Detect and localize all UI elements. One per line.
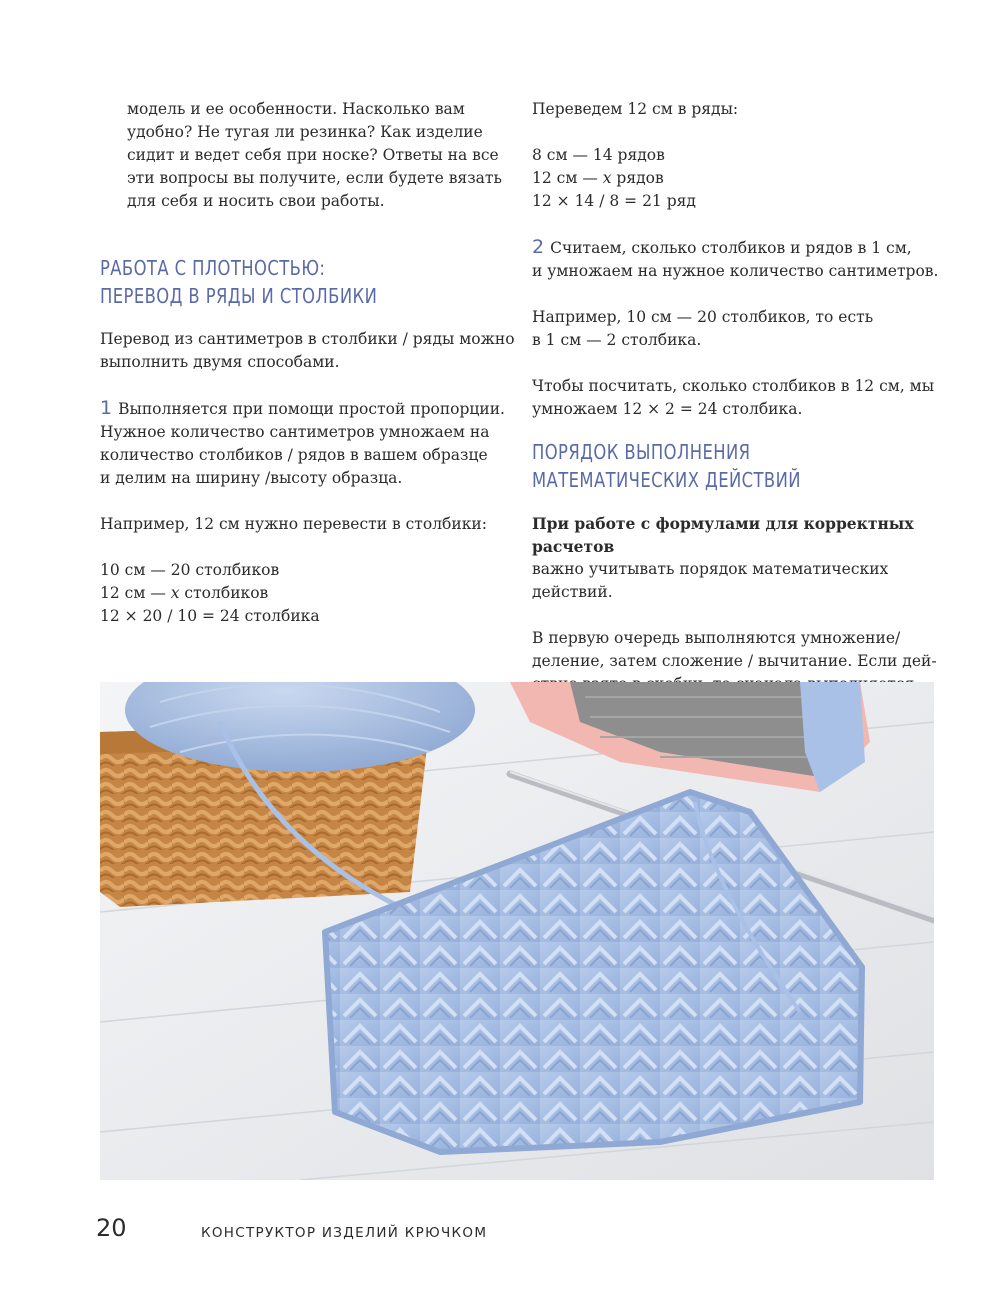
example-line: Например, 12 см нужно перевести в столбики: bbox=[100, 515, 487, 533]
text-line: Нужное количество сантиметров умножаем на bbox=[100, 423, 490, 441]
text-line: количество столбиков / рядов в вашем образце bbox=[100, 446, 488, 464]
step-number: 2 bbox=[532, 236, 545, 258]
section-heading-math-order: ПОРЯДОК ВЫПОЛНЕНИЯ МАТЕМАТИЧЕСКИХ ДЕЙСТВИЙ bbox=[532, 440, 801, 492]
right-column bbox=[532, 98, 952, 421]
text-line: и умножаем на нужное количество сантиметров. bbox=[532, 262, 939, 280]
text-line: эти вопросы вы получите, если будете вязать bbox=[127, 169, 502, 187]
knitting-photo-illustration bbox=[100, 682, 934, 1180]
text-line: модель и ее особенности. Насколько вам bbox=[127, 100, 465, 118]
text-line: умножаем 12 × 2 = 24 столбика. bbox=[532, 400, 803, 418]
left-body bbox=[100, 328, 520, 628]
text-line: Переведем 12 см в ряды: bbox=[532, 100, 739, 118]
text-line: Чтобы посчитать, сколько столбиков в 12 см, мы bbox=[532, 377, 935, 395]
step-number: 1 bbox=[100, 397, 113, 419]
section-heading-density: РАБОТА С ПЛОТНОСТЬЮ: ПЕРЕВОД В РЯДЫ И СТОЛБИКИ bbox=[100, 256, 378, 308]
text-line: сидит и ведет себя при носке? Ответы на все bbox=[127, 146, 499, 164]
text-line: в 1 см — 2 столбика. bbox=[532, 331, 702, 349]
text-line: и делим на ширину /высоту образца. bbox=[100, 469, 403, 487]
calc-line: 10 см — 20 столбиков bbox=[100, 561, 280, 579]
text-line: для себя и носить свои работы. bbox=[127, 192, 385, 210]
calc-line: 12 × 20 / 10 = 24 столбика bbox=[100, 607, 320, 625]
text-line: деление, затем сложение / вычитание. Если дей- bbox=[532, 652, 937, 670]
text-line: удобно? Не тугая ли резинка? Как изделие bbox=[127, 123, 483, 141]
calc-line: 12 × 14 / 8 = 21 ряд bbox=[532, 192, 696, 210]
calc-line: 12 см — x рядов bbox=[532, 169, 664, 187]
step-2-line: 2 Считаем, сколько столбиков и рядов в 1 см, bbox=[532, 236, 912, 258]
step-1-line: 1 Выполняется при помощи простой пропорции. bbox=[100, 397, 505, 419]
text-line: важно учитывать порядок математических действий. bbox=[532, 560, 889, 601]
page-number: 20 bbox=[96, 1214, 127, 1242]
knitting-photo bbox=[100, 682, 934, 1180]
text-line: выполнить двумя способами. bbox=[100, 353, 340, 371]
calc-line: 8 см — 14 рядов bbox=[532, 146, 665, 164]
text-line: В первую очередь выполняются умножение/ bbox=[532, 629, 901, 647]
bold-line: При работе с формулами для корректных расчетов bbox=[532, 514, 914, 556]
text-line: Например, 10 см — 20 столбиков, то есть bbox=[532, 308, 874, 326]
text-line: Перевод из сантиметров в столбики / ряды можно bbox=[100, 330, 515, 348]
calc-line: 12 см — x столбиков bbox=[100, 584, 269, 602]
intro-paragraph bbox=[100, 98, 510, 213]
left-column bbox=[100, 98, 510, 213]
running-title: КОНСТРУКТОР ИЗДЕЛИЙ КРЮЧКОМ bbox=[201, 1225, 488, 1241]
